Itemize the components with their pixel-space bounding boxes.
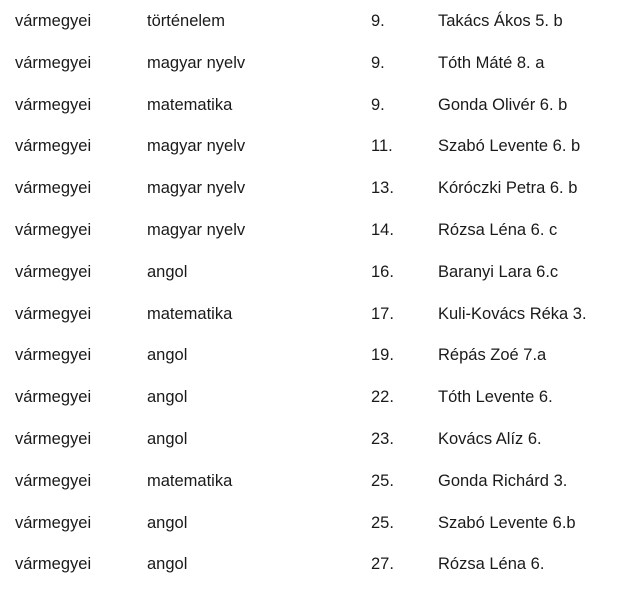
- place-cell: 13.: [371, 179, 394, 198]
- place-cell: 9.: [371, 95, 385, 114]
- subject-cell: matematika: [147, 304, 233, 323]
- place-cell: 9.: [371, 12, 385, 30]
- level-cell: vármegyei: [15, 262, 92, 281]
- table-row: [0, 0, 621, 42]
- table-row: [0, 293, 621, 335]
- subject-cell: matematika: [147, 471, 233, 490]
- subject-cell: angol: [147, 429, 188, 448]
- level-cell: vármegyei: [15, 220, 92, 239]
- student-cell: Gonda Richárd 3.: [438, 471, 568, 490]
- place-cell: 11.: [371, 137, 393, 156]
- student-cell: Kóróczki Petra 6. b: [438, 179, 578, 198]
- subject-cell: matematika: [147, 95, 233, 114]
- level-cell: vármegyei: [15, 555, 92, 574]
- table-row: [0, 502, 621, 544]
- level-cell: vármegyei: [15, 53, 92, 72]
- table-row: [0, 460, 621, 502]
- table-row: [0, 209, 621, 251]
- student-cell: Kuli-Kovács Réka 3.: [438, 304, 587, 323]
- place-cell: 23.: [371, 429, 394, 448]
- subject-cell: magyar nyelv: [147, 137, 246, 156]
- student-cell: Rózsa Léna 6. c: [438, 220, 558, 239]
- place-cell: 16.: [371, 262, 394, 281]
- place-cell: 25.: [371, 513, 394, 532]
- subject-cell: angol: [147, 262, 188, 281]
- level-cell: vármegyei: [15, 388, 92, 407]
- level-cell: vármegyei: [15, 513, 92, 532]
- student-cell: Tóth Levente 6.: [438, 388, 553, 407]
- level-cell: vármegyei: [15, 95, 92, 114]
- level-cell: vármegyei: [15, 429, 92, 448]
- subject-cell: magyar nyelv: [147, 220, 246, 239]
- place-cell: 25.: [371, 471, 394, 490]
- subject-cell: történelem: [147, 12, 225, 30]
- place-cell: 22.: [371, 388, 394, 407]
- table-row: [0, 418, 621, 460]
- table-row: [0, 251, 621, 293]
- level-cell: vármegyei: [15, 137, 92, 156]
- subject-cell: angol: [147, 388, 188, 407]
- table-row: [0, 84, 621, 126]
- student-cell: Takács Ákos 5. b: [438, 12, 563, 30]
- table-row: [0, 543, 621, 585]
- student-cell: Tóth Máté 8. a: [438, 53, 545, 72]
- level-cell: vármegyei: [15, 179, 92, 198]
- subject-cell: angol: [147, 346, 188, 365]
- place-cell: 17.: [371, 304, 394, 323]
- place-cell: 14.: [371, 220, 394, 239]
- student-cell: Szabó Levente 6.b: [438, 513, 576, 532]
- level-cell: vármegyei: [15, 346, 92, 365]
- table-row: [0, 42, 621, 84]
- table-row: [0, 376, 621, 418]
- subject-cell: magyar nyelv: [147, 53, 246, 72]
- place-cell: 19.: [371, 346, 394, 365]
- student-cell: Rózsa Léna 6.: [438, 555, 545, 574]
- subject-cell: angol: [147, 555, 188, 574]
- level-cell: vármegyei: [15, 304, 92, 323]
- student-cell: Szabó Levente 6. b: [438, 137, 581, 156]
- subject-cell: magyar nyelv: [147, 179, 246, 198]
- place-cell: 27.: [371, 555, 394, 574]
- student-cell: Baranyi Lara 6.c: [438, 262, 559, 281]
- student-cell: Répás Zoé 7.a: [438, 346, 547, 365]
- level-cell: vármegyei: [15, 12, 92, 30]
- student-cell: Kovács Alíz 6.: [438, 429, 542, 448]
- table-row: [0, 125, 621, 167]
- place-cell: 9.: [371, 53, 385, 72]
- table-row: [0, 167, 621, 209]
- subject-cell: angol: [147, 513, 188, 532]
- table-row: [0, 334, 621, 376]
- level-cell: vármegyei: [15, 471, 92, 490]
- student-cell: Gonda Olivér 6. b: [438, 95, 568, 114]
